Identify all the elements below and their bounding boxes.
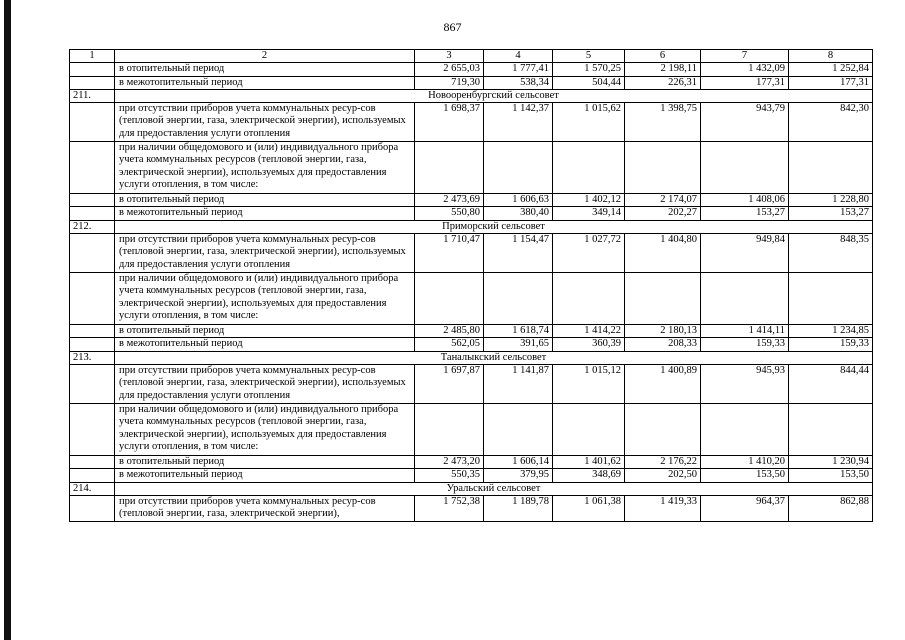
table-row	[70, 455, 873, 468]
row-label: при наличии общедомового и (или) индивидуального прибора учета коммунальных ресурсов (тепловой энергии, газа, электрической энергии), используемых для предоставления услуги отопления, в том числе:	[115, 142, 415, 194]
tariff-value: 208,33	[625, 338, 701, 351]
column-header: 6	[625, 50, 701, 63]
row-label: в межотопительный период	[115, 469, 415, 482]
tariff-value: 945,93	[701, 364, 789, 403]
tariff-value: 1 252,84	[789, 63, 873, 76]
tariff-value: 719,30	[415, 76, 484, 89]
column-header: 4	[484, 50, 553, 63]
tariff-value: 159,33	[789, 338, 873, 351]
tariff-value: 2 485,80	[415, 325, 484, 338]
tariff-value: 1 414,22	[553, 325, 625, 338]
row-label: при отсутствии приборов учета коммунальных ресур-сов (тепловой энергии, газа, электрической энергии),	[115, 495, 415, 521]
tariff-value: 1 402,12	[553, 194, 625, 207]
tariff-value: 2 473,69	[415, 194, 484, 207]
section-index: 212.	[70, 220, 115, 233]
tariff-value: 1 142,37	[484, 103, 553, 142]
section-title: Уральский сельсовет	[115, 482, 873, 495]
tariff-value: 177,31	[701, 76, 789, 89]
tariff-value: 842,30	[789, 103, 873, 142]
row-label: в межотопительный период	[115, 207, 415, 220]
table-row	[70, 325, 873, 338]
tariff-value: 1 015,62	[553, 103, 625, 142]
section-heading-row	[70, 89, 873, 102]
tariff-value: 1 710,47	[415, 234, 484, 273]
table-row	[70, 142, 873, 194]
tariff-value: 848,35	[789, 234, 873, 273]
tariff-value: 348,69	[553, 469, 625, 482]
column-header: 8	[789, 50, 873, 63]
table-row	[70, 469, 873, 482]
tariff-value: 550,35	[415, 469, 484, 482]
page-number: 867	[443, 20, 462, 34]
tariff-value: 226,31	[625, 76, 701, 89]
tariff-value: 153,27	[789, 207, 873, 220]
tariff-value: 153,27	[701, 207, 789, 220]
tariff-value: 153,50	[789, 469, 873, 482]
tariff-value: 1 401,62	[553, 455, 625, 468]
tariff-value: 2 198,11	[625, 63, 701, 76]
tariff-value: 1 061,38	[553, 495, 625, 521]
tariff-table	[69, 49, 873, 522]
column-header: 5	[553, 50, 625, 63]
section-title: Новооренбургский сельсовет	[115, 89, 873, 102]
section-heading-row	[70, 482, 873, 495]
table-row	[70, 194, 873, 207]
tariff-value: 349,14	[553, 207, 625, 220]
section-title: Приморский сельсовет	[115, 220, 873, 233]
tariff-value: 1 230,94	[789, 455, 873, 468]
tariff-value: 1 228,80	[789, 194, 873, 207]
tariff-value: 1 027,72	[553, 234, 625, 273]
tariff-value: 862,88	[789, 495, 873, 521]
tariff-value: 1 141,87	[484, 364, 553, 403]
table-row	[70, 495, 873, 521]
tariff-value: 964,37	[701, 495, 789, 521]
row-label: при наличии общедомового и (или) индивидуального прибора учета коммунальных ресурсов (тепловой энергии, газа, электрической энергии), используемых для предоставления услуги отопления, в том числе:	[115, 403, 415, 455]
tariff-value: 202,27	[625, 207, 701, 220]
row-label: в межотопительный период	[115, 76, 415, 89]
table-row	[70, 403, 873, 455]
scan-edge-bar	[4, 0, 11, 640]
tariff-value: 1 752,38	[415, 495, 484, 521]
tariff-value: 2 180,13	[625, 325, 701, 338]
tariff-value: 1 432,09	[701, 63, 789, 76]
tariff-value: 2 176,22	[625, 455, 701, 468]
row-label: в отопительный период	[115, 194, 415, 207]
tariff-value: 1 154,47	[484, 234, 553, 273]
tariff-value: 949,84	[701, 234, 789, 273]
tariff-value: 1 408,06	[701, 194, 789, 207]
table-row	[70, 364, 873, 403]
row-label: при отсутствии приборов учета коммунальных ресур-сов (тепловой энергии, газа, электрической энергии), используемых для предоставления услуги отопления	[115, 364, 415, 403]
tariff-value: 1 698,37	[415, 103, 484, 142]
table-row	[70, 338, 873, 351]
section-index: 214.	[70, 482, 115, 495]
tariff-value: 1 414,11	[701, 325, 789, 338]
section-index: 213.	[70, 351, 115, 364]
row-label: при наличии общедомового и (или) индивидуального прибора учета коммунальных ресурсов (тепловой энергии, газа, электрической энергии), используемых для предоставления услуги отопления, в том числе:	[115, 273, 415, 325]
tariff-value: 1 570,25	[553, 63, 625, 76]
tariff-value: 1 606,63	[484, 194, 553, 207]
tariff-value: 1 618,74	[484, 325, 553, 338]
column-header: 2	[115, 50, 415, 63]
table-row	[70, 207, 873, 220]
tariff-value: 1 419,33	[625, 495, 701, 521]
tariff-value: 562,05	[415, 338, 484, 351]
column-header: 3	[415, 50, 484, 63]
tariff-value: 2 473,20	[415, 455, 484, 468]
tariff-value: 159,33	[701, 338, 789, 351]
tariff-value: 153,50	[701, 469, 789, 482]
tariff-value: 177,31	[789, 76, 873, 89]
tariff-value: 1 606,14	[484, 455, 553, 468]
row-label: при отсутствии приборов учета коммунальных ресур-сов (тепловой энергии, газа, электрической энергии), используемых для предоставления услуги отопления	[115, 103, 415, 142]
column-header: 1	[70, 50, 115, 63]
row-label: в межотопительный период	[115, 338, 415, 351]
header-row	[70, 50, 873, 63]
table-row	[70, 234, 873, 273]
table-row	[70, 273, 873, 325]
tariff-value: 550,80	[415, 207, 484, 220]
tariff-value: 1 015,12	[553, 364, 625, 403]
row-label: в отопительный период	[115, 63, 415, 76]
section-title: Таналыкский сельсовет	[115, 351, 873, 364]
tariff-value: 943,79	[701, 103, 789, 142]
column-header: 7	[701, 50, 789, 63]
table-row	[70, 63, 873, 76]
tariff-value: 380,40	[484, 207, 553, 220]
table-row	[70, 76, 873, 89]
tariff-value: 2 655,03	[415, 63, 484, 76]
tariff-value: 1 404,80	[625, 234, 701, 273]
row-label: при отсутствии приборов учета коммунальных ресур-сов (тепловой энергии, газа, электрической энергии), используемых для предоставления услуги отопления	[115, 234, 415, 273]
row-label: в отопительный период	[115, 455, 415, 468]
tariff-value: 1 189,78	[484, 495, 553, 521]
tariff-value: 1 697,87	[415, 364, 484, 403]
row-label: в отопительный период	[115, 325, 415, 338]
tariff-value: 538,34	[484, 76, 553, 89]
tariff-value: 202,50	[625, 469, 701, 482]
tariff-value: 1 410,20	[701, 455, 789, 468]
tariff-value: 1 234,85	[789, 325, 873, 338]
section-heading-row	[70, 351, 873, 364]
tariff-value: 1 398,75	[625, 103, 701, 142]
tariff-value: 504,44	[553, 76, 625, 89]
section-index: 211.	[70, 89, 115, 102]
table-row	[70, 103, 873, 142]
tariff-value: 1 777,41	[484, 63, 553, 76]
tariff-value: 1 400,89	[625, 364, 701, 403]
tariff-value: 2 174,07	[625, 194, 701, 207]
tariff-value: 391,65	[484, 338, 553, 351]
section-heading-row	[70, 220, 873, 233]
tariff-value: 844,44	[789, 364, 873, 403]
tariff-value: 379,95	[484, 469, 553, 482]
tariff-value: 360,39	[553, 338, 625, 351]
